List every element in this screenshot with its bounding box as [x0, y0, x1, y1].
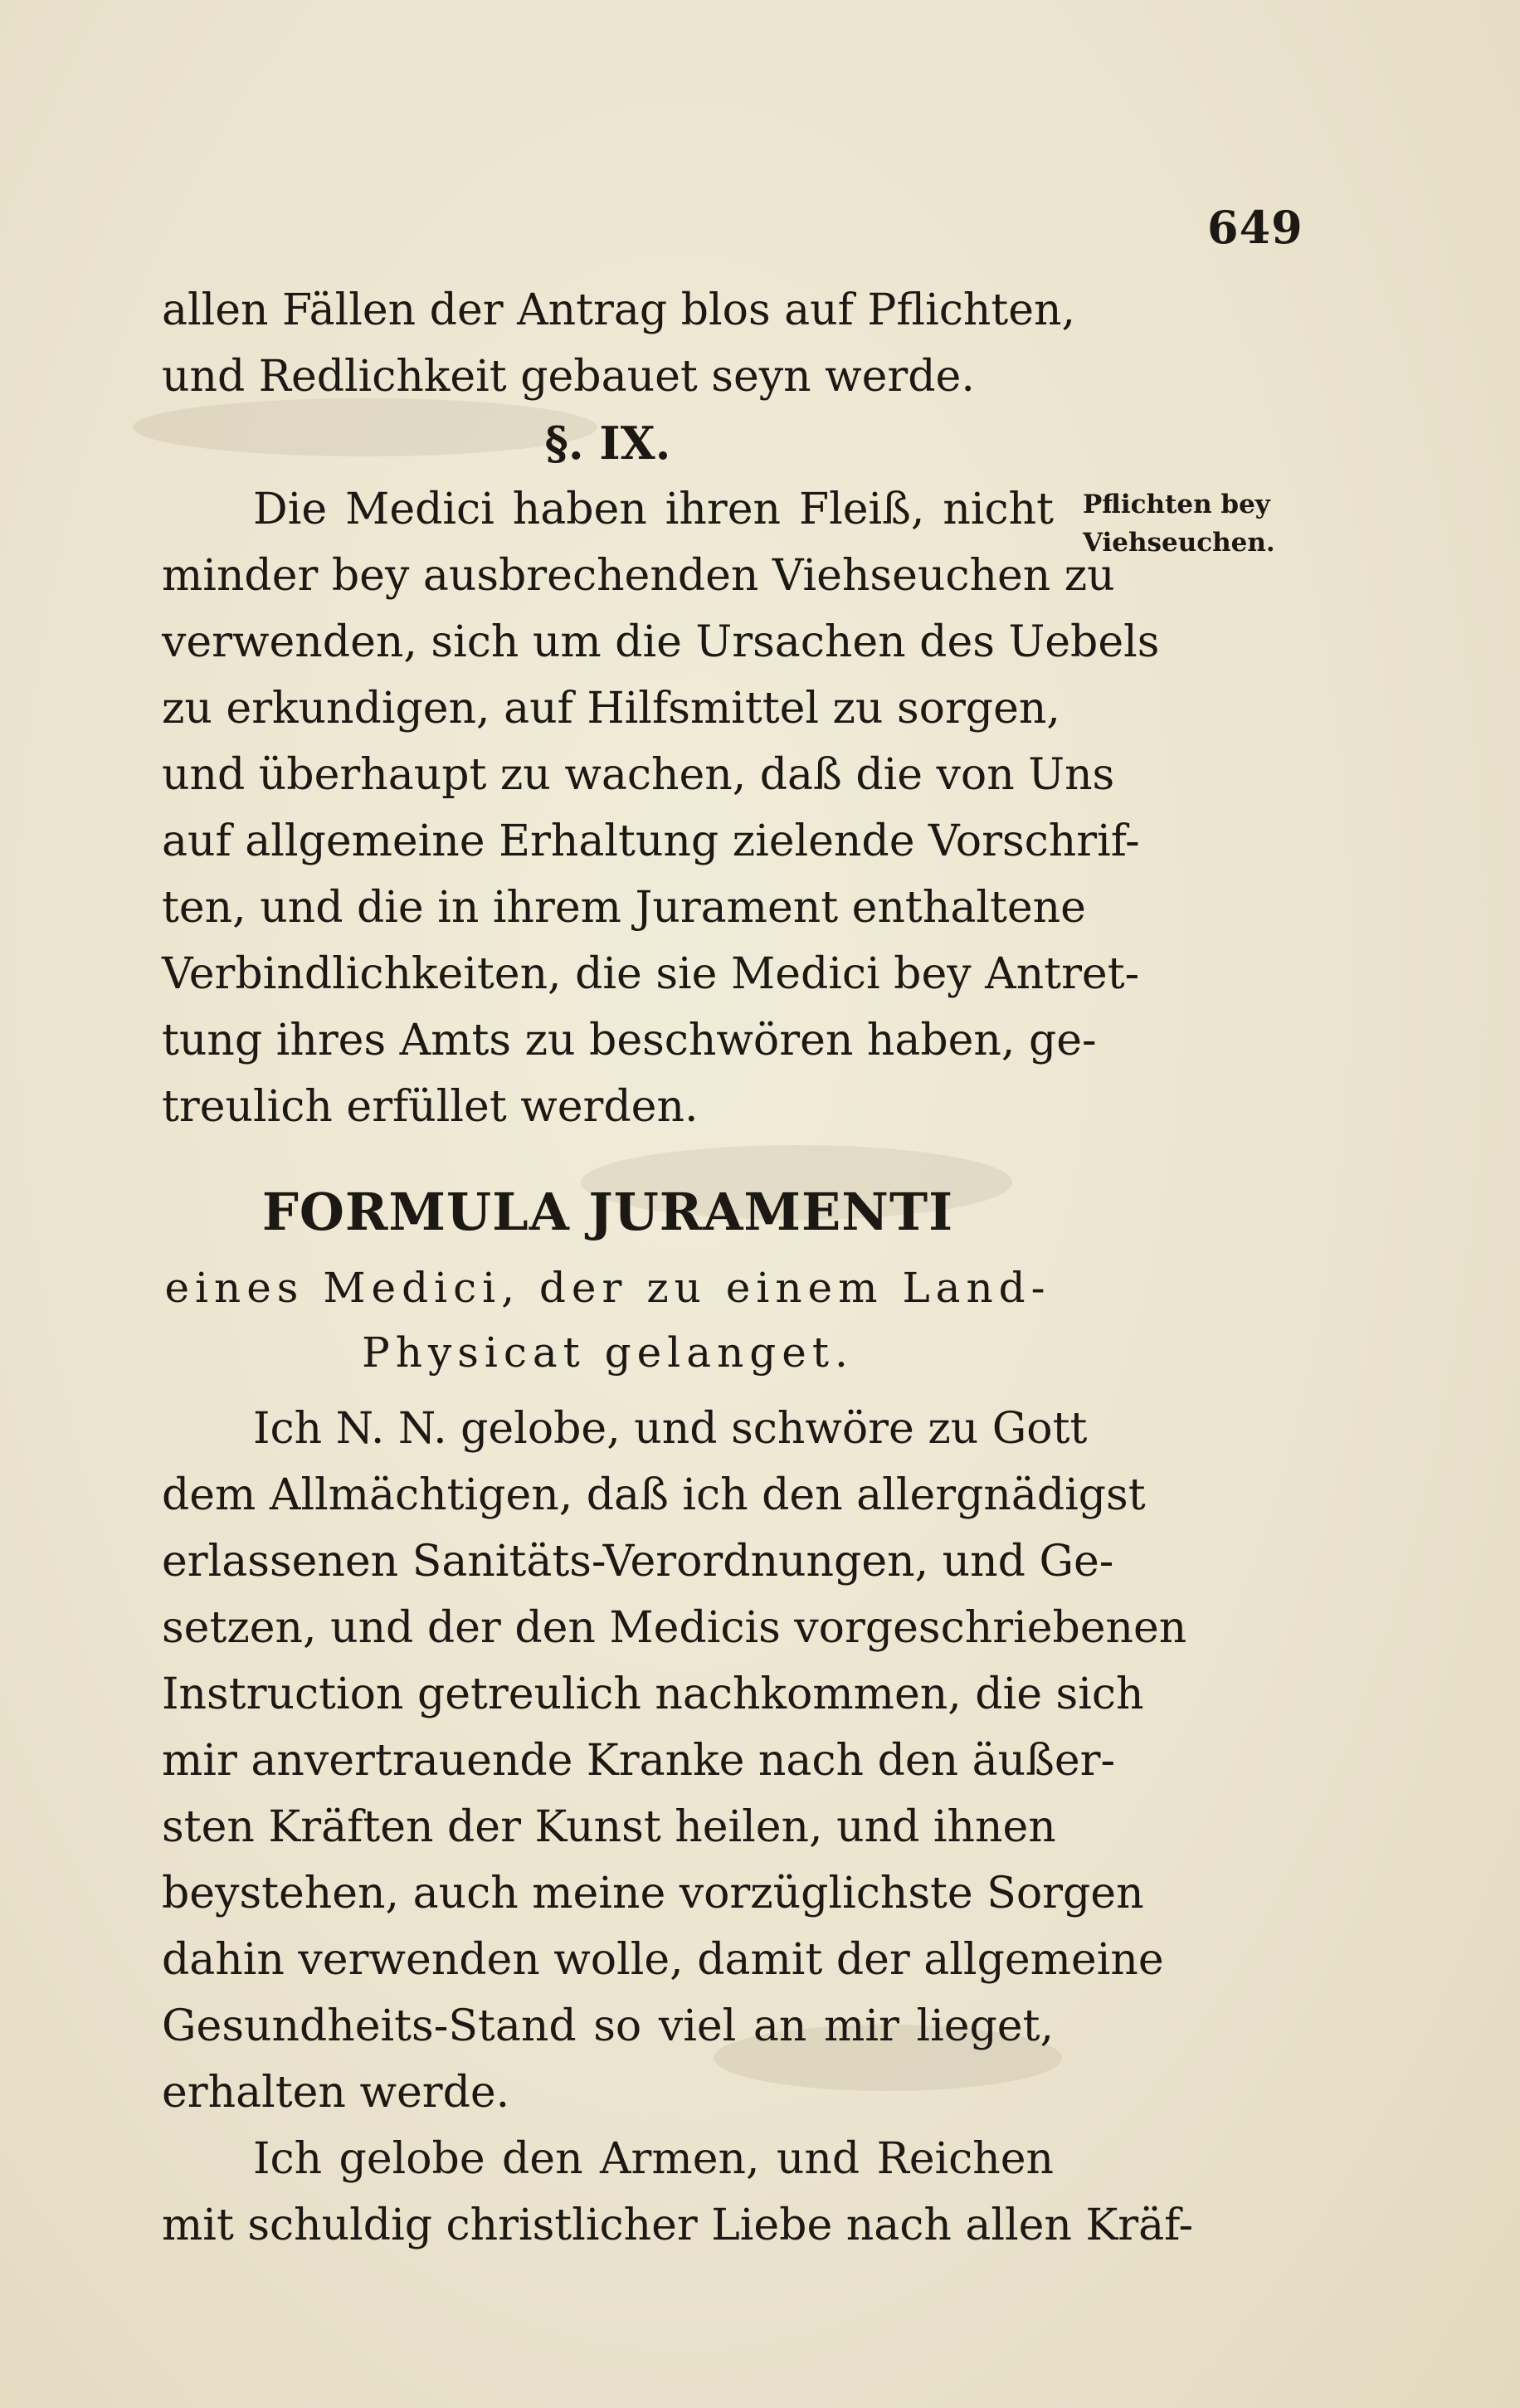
text-line: mit schuldig christlicher Liebe nach allen Kräf-: [162, 2201, 1194, 2250]
text-line: tung ihres Amts zu beschwören haben, ge-: [162, 1016, 1097, 1065]
text-line: mir anvertrauende Kranke nach den äußer-: [162, 1736, 1116, 1786]
text-line: Ich gelobe den Armen, und Reichen: [253, 2134, 1054, 2184]
text-line: erhalten werde.: [162, 2068, 510, 2118]
text-line: Instruction getreulich nachkommen, die sich: [162, 1670, 1144, 1719]
text-line: beystehen, auch meine vorzüglichste Sorgen: [162, 1869, 1144, 1918]
page-number: 649: [1207, 201, 1303, 254]
marginal-note-line: Viehseuchen.: [1083, 528, 1275, 558]
text-line: Die Medici haben ihren Fleiß, nicht: [253, 485, 1054, 534]
text-line: sten Kräften der Kunst heilen, und ihnen: [162, 1802, 1056, 1852]
text-line: dahin verwenden wolle, damit der allgemeine: [162, 1935, 1164, 1985]
text-line: erlassenen Sanitäts-Verordnungen, und Ge-: [162, 1537, 1114, 1587]
text-line: allen Fällen der Antrag blos auf Pflichten,: [162, 285, 1076, 335]
formula-title: FORMULA JURAMENTI: [261, 1182, 954, 1242]
text-line: ten, und die in ihrem Jurament enthaltene: [162, 883, 1086, 933]
text-line: Gesundheits-Stand so viel an mir lieget,: [162, 2001, 1054, 2051]
text-line: setzen, und der den Medicis vorgeschriebenen: [162, 1603, 1187, 1653]
formula-subtitle: Physicat gelanget.: [362, 1328, 854, 1377]
text-line: und Redlichkeit gebauet seyn werde.: [162, 352, 975, 402]
text-line: auf allgemeine Erhaltung zielende Vorschrif-: [162, 816, 1140, 866]
text-line: verwenden, sich um die Ursachen des Uebels: [162, 617, 1160, 667]
marginal-note-line: Pflichten bey: [1083, 490, 1270, 519]
text-line: und überhaupt zu wachen, daß die von Uns: [162, 750, 1115, 800]
text-line: Ich N. N. gelobe, und schwöre zu Gott: [253, 1404, 1088, 1454]
section-heading: §. IX.: [544, 417, 671, 470]
text-line: Verbindlichkeiten, die sie Medici bey Antret-: [162, 949, 1140, 999]
text-line: minder bey ausbrechenden Viehseuchen zu: [162, 551, 1115, 601]
text-line: zu erkundigen, auf Hilfsmittel zu sorgen,: [162, 684, 1060, 734]
formula-subtitle: eines Medici, der zu einem Land-: [164, 1264, 1051, 1312]
text-line: treulich erfüllet werden.: [162, 1082, 699, 1132]
text-line: dem Allmächtigen, daß ich den allergnädigst: [162, 1470, 1146, 1520]
